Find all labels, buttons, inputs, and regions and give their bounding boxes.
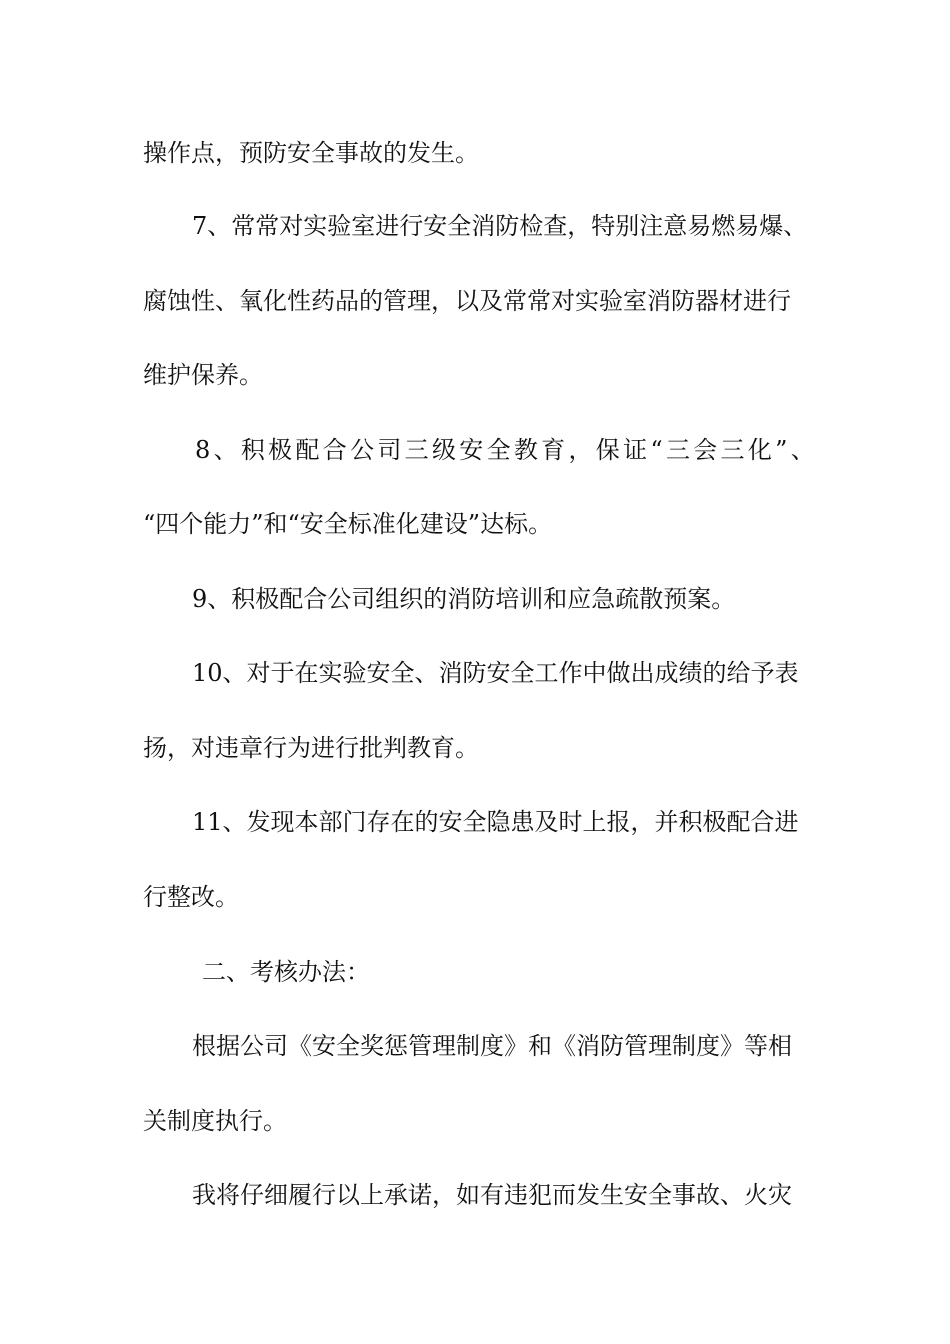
item-7-line-3: 维护保养。: [143, 361, 263, 389]
item-8-line-1: 8、积极配合公司三级安全教育，保证“三会三化”、: [195, 436, 819, 464]
text-line-continuation: 操作点，预防安全事故的发生。: [143, 139, 479, 167]
item-10-line-1: 10、对于在实验安全、消防安全工作中做出成绩的给予表: [192, 659, 799, 687]
pledge-line-1: 我将仔细履行以上承诺，如有违犯而发生安全事故、火灾: [192, 1181, 792, 1209]
item-10-line-2: 扬，对违章行为进行批判教育。: [143, 734, 479, 762]
item-7-line-2: 腐蚀性、氧化性药品的管理，以及常常对实验室消防器材进行: [143, 287, 791, 315]
assessment-line-1: 根据公司《安全奖惩管理制度》和《消防管理制度》等相: [192, 1032, 792, 1060]
item-11-line-2: 行整改。: [143, 883, 239, 911]
item-9-line-1: 9、积极配合公司组织的消防培训和应急疏散预案。: [192, 585, 736, 613]
item-7-line-1: 7、常常对实验室进行安全消防检查，特别注意易燃易爆、: [192, 212, 808, 240]
item-8-line-2: “四个能力”和“安全标准化建设”达标。: [143, 510, 553, 538]
item-11-line-1: 11、发现本部门存在的安全隐患及时上报，并积极配合进: [192, 808, 799, 836]
assessment-line-2: 关制度执行。: [143, 1107, 287, 1135]
section-heading-assessment: 二、考核办法：: [202, 958, 370, 986]
